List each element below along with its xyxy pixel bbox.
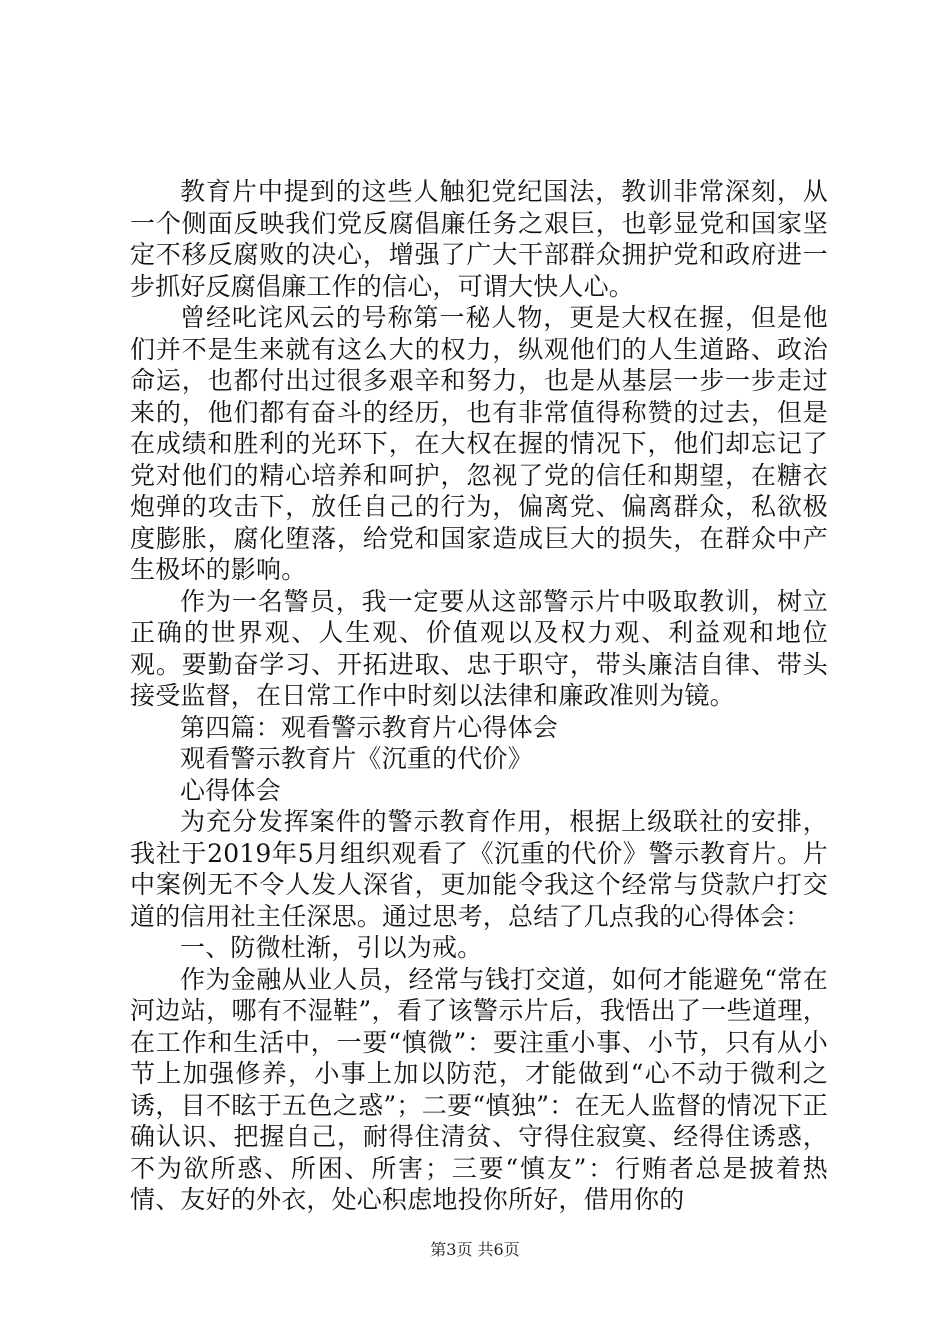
article-title: 观看警示教育片《沉重的代价》 [180, 744, 533, 773]
paragraph-lesson-profound: 教育片中提到的这些人触犯党纪国法，教训非常深刻，从一个侧面反映我们党反腐倡廉任务之艰巨，也彰显党和国家坚定不移反腐败的决心，增强了广大干部群众拥护党和政府进一步抓好反腐倡廉工作的信心，可谓大快人心。 [130, 177, 828, 301]
point-heading-one: 一、防微杜渐，引以为戒。 [180, 933, 483, 962]
paragraph-financial-worker: 作为金融从业人员，经常与钱打交道，如何才能避免“常在河边站，哪有不湿鞋”，看了该警示片后，我悟出了一些道理，在工作和生活中，一要“慎微”：要注重小事、小节，只有从小节上加强修养，小事上加以防范，才能做到“心不动于微利之诱，目不眩于五色之惑”；二要“慎独”：在无人监督的情况下正确认识、把握自己，耐得住清贫、守得住寂寞、经得住诱惑，不为欲所惑、所困、所害；三要“慎友”：行贿者总是披着热情、友好的外衣，处心积虑地投你所好，借用你的 [130, 964, 828, 1214]
paragraph-police-resolve: 作为一名警员，我一定要从这部警示片中吸取教训，树立正确的世界观、人生观、价值观以及权力观、利益观和地位观。要勤奋学习、开拓进取、忠于职守，带头廉洁自律、带头接受监督，在日常工作中时刻以法律和廉政准则为镜。 [130, 586, 828, 710]
section-heading-part-four: 第四篇：观看警示教育片心得体会 [180, 712, 559, 742]
paragraph-power-corruption: 曾经叱诧风云的号称第一秘人物，更是大权在握，但是他们并不是生来就有这么大的权力，纵观他们的人生道路、政治命运，也都付出过很多艰辛和努力，也是从基层一步一步走过来的，他们都有奋斗的经历，也有非常值得称赞的过去，但是在成绩和胜利的光环下，在大权在握的情况下，他们却忘记了党对他们的精心培养和呵护，忽视了党的信任和期望，在糖衣炮弹的攻击下，放任自己的行为，偏离党、偏离群众，私欲极度膨胀，腐化堕落，给党和国家造成巨大的损失，在群众中产生极坏的影响。 [130, 303, 828, 584]
document-body [130, 176, 828, 1216]
page-number-footer: 第3页 共6页 [430, 1240, 520, 1259]
article-subtitle: 心得体会 [180, 775, 281, 805]
paragraph-intro: 为充分发挥案件的警示教育作用，根据上级联社的安排，我社于2019年5月组织观看了《沉重的代价》警示教育片。片中案例无不令人发人深省，更加能令我这个经常与贷款户打交道的信用社主任深思。通过思考，总结了几点我的心得体会： [130, 807, 828, 931]
